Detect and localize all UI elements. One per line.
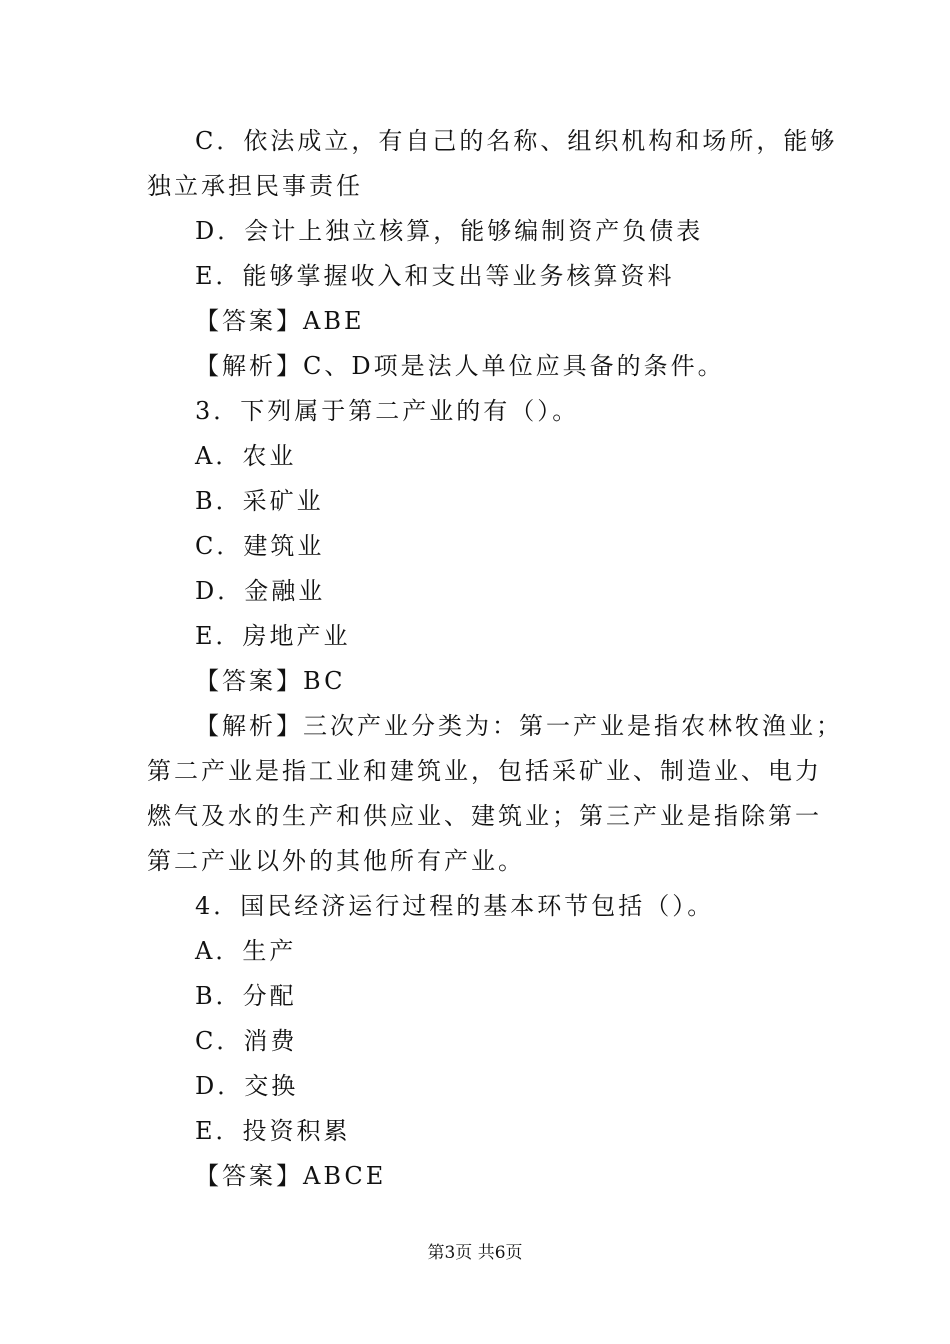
analysis-q3-line-1: 【解析】三次产业分类为：第一产业是指农林牧渔业； bbox=[195, 712, 843, 740]
q4-option-c: C．消费 bbox=[195, 1027, 298, 1055]
q4-option-e: E．投资积累 bbox=[195, 1117, 351, 1145]
analysis-q3-line-4: 第二产业以外的其他所有产业。 bbox=[147, 847, 525, 875]
q4-option-d: D．交换 bbox=[195, 1072, 299, 1100]
analysis-q2: 【解析】C、D项是法人单位应具备的条件。 bbox=[195, 352, 725, 380]
analysis-q3-line-2: 第二产业是指工业和建筑业，包括采矿业、制造业、电力 bbox=[147, 757, 822, 785]
option-c-line-1: C．依法成立，有自己的名称、组织机构和场所，能够 bbox=[195, 127, 838, 155]
answer-q2: 【答案】ABE bbox=[195, 307, 365, 335]
q3-option-c: C．建筑业 bbox=[195, 532, 325, 560]
question-4: 4．国民经济运行过程的基本环节包括（）。 bbox=[195, 892, 715, 920]
q3-option-a: A．农业 bbox=[195, 442, 297, 470]
q4-option-a: A．生产 bbox=[195, 937, 297, 965]
option-c-line-2: 独立承担民事责任 bbox=[147, 172, 363, 200]
q4-option-b: B．分配 bbox=[195, 982, 297, 1010]
q3-option-d: D．金融业 bbox=[195, 577, 326, 605]
option-d: D．会计上独立核算，能够编制资产负债表 bbox=[195, 217, 704, 245]
answer-q4: 【答案】ABCE bbox=[195, 1162, 387, 1190]
q3-option-e: E．房地产业 bbox=[195, 622, 351, 650]
option-e: E．能够掌握收入和支出等业务核算资料 bbox=[195, 262, 675, 290]
q3-option-b: B．采矿业 bbox=[195, 487, 324, 515]
analysis-q3-line-3: 燃气及水的生产和供应业、建筑业；第三产业是指除第一 bbox=[147, 802, 822, 830]
page-number-footer: 第3页 共6页 bbox=[427, 1243, 523, 1263]
question-3: 3．下列属于第二产业的有（）。 bbox=[195, 397, 580, 425]
answer-q3: 【答案】BC bbox=[195, 667, 346, 695]
